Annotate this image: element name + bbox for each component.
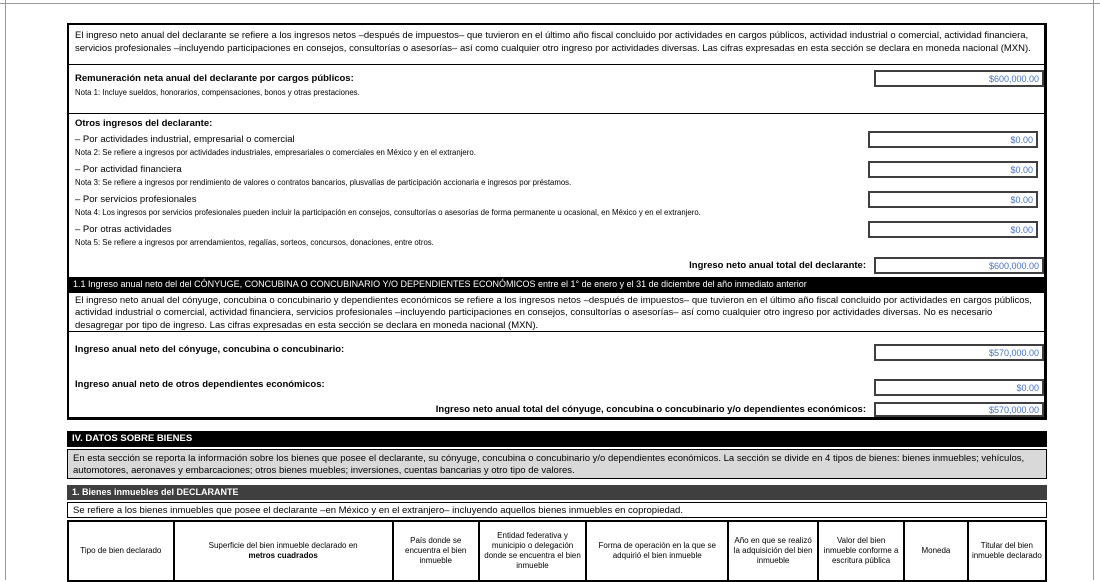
remuneration-label: Remuneración neta anual del declarante por cargos públicos: — [75, 73, 354, 84]
declaration-page — [67, 23, 1047, 582]
other-income-item-label: – Por servicios profesionales — [75, 194, 197, 205]
column-header-anio-adquisicion: Año en que se realizó la adquisición del bien inmueble — [728, 521, 818, 581]
column-header-titular: Titular del bien inmueble declarado — [968, 521, 1046, 581]
column-header-forma-de-operacion: Forma de operación en la que se adquirió el bien inmueble — [586, 521, 728, 581]
window-frame-top — [0, 3, 1100, 4]
other-income-item-note: Nota 3: Se refiere a ingresos por rendimiento de valores o contratos bancarios, plusvalías de participación accionaria e ingresos por préstamos. — [75, 178, 572, 187]
other-income-item-servicios — [75, 193, 1038, 223]
other-income-item-value-field[interactable]: $0.00 — [868, 131, 1038, 148]
assets-section-header: IV. DATOS SOBRE BIENES — [67, 431, 1047, 447]
column-header-superficie: Superficie del bien inmueble declarado en metros cuadrados — [174, 521, 393, 581]
other-income-block — [69, 114, 1044, 253]
dependents-income-value-field[interactable]: $0.00 — [874, 379, 1044, 396]
spouse-total-row — [69, 402, 1044, 417]
spouse-income-label: Ingreso anual neto del cónyuge, concubina o concubinario: — [75, 344, 345, 355]
spouse-total-label: Ingreso neto anual total del cónyuge, concubina o concubinario y/o dependientes económicos: — [435, 404, 866, 415]
column-header-pais: País donde se encuentra el bien inmueble — [393, 521, 479, 581]
column-header-tipo-de-bien: Tipo de bien declarado — [68, 521, 174, 581]
other-income-item-note: Nota 5: Se refiere a ingresos por arrendamientos, regalías, sorteos, concursos, donaciones, entre otros. — [75, 238, 434, 247]
other-income-item-financiera — [75, 163, 1038, 193]
other-income-item-label: – Por otras actividades — [75, 224, 172, 235]
income-intro-paragraph: El ingreso neto anual del declarante se refiere a los ingresos netos –después de impuestos– que tuvieron en el último año fiscal concluido por actividades en cargos públicos, actividad industrial o comercial, actividad financiera, servicios profesionales –incluyendo participaciones en consejos, consultorías o asesorías– así como cualquier otro ingreso por actividades diversas. Las cifras expresadas en esta sección se declara en moneda nacional (MXN). — [69, 25, 1044, 65]
dependents-income-label: Ingreso anual neto de otros dependientes económicos: — [75, 379, 325, 390]
real-estate-subsection-header: 1. Bienes inmuebles del DECLARANTE — [67, 485, 1047, 500]
income-total-label: Ingreso neto anual total del declarante: — [689, 259, 866, 271]
other-income-item-industrial — [75, 133, 1038, 163]
income-total-row — [69, 253, 1044, 277]
real-estate-description: Se refiere a los bienes inmuebles que posee el declarante –en México y en el extranjero– incluyendo aquellos bienes inmuebles en copropiedad. — [67, 502, 1047, 518]
other-income-item-note: Nota 2: Se refiere a ingresos por actividades industriales, empresariales o comerciales en México y en el extranjero. — [75, 148, 476, 157]
column-header-entidad-federativa: Entidad federativa y municipio o delegación donde se encuentra el bien inmueble — [479, 521, 587, 581]
dependents-income-row — [69, 369, 1044, 402]
other-income-item-value-field[interactable]: $0.00 — [868, 221, 1038, 238]
other-income-item-otras — [75, 223, 1038, 253]
assets-section — [67, 431, 1047, 582]
other-income-item-label: – Por actividad financiera — [75, 164, 182, 175]
window-frame-right — [1093, 0, 1094, 580]
assets-intro-paragraph: En esta sección se reporta la información sobre los bienes que posee el declarante, su cónyuge, concubina o concubinario y/o dependientes económicos. La sección se divide en 4 tipos de bienes: bienes inmuebles; vehículos, automotores, aeronaves y embarcaciones; otros bienes muebles; inversiones, cuentas bancarias y otro tipo de valores. — [67, 449, 1047, 479]
real-estate-table-header-row — [68, 521, 1046, 581]
other-income-item-note: Nota 4: Los ingresos por servicios profesionales pueden incluir la participación en consejos, consultorías o asesorías de forma permanente u ocasional, en México y en el extranjero. — [75, 208, 701, 217]
window-frame-left — [5, 0, 6, 580]
income-total-value-field[interactable]: $600,000.00 — [874, 257, 1044, 274]
other-income-item-value-field[interactable]: $0.00 — [868, 161, 1038, 178]
remuneration-value-field[interactable]: $600,000.00 — [874, 70, 1044, 87]
column-header-valor: Valor del bien inmueble conforme a escritura pública — [818, 521, 904, 581]
other-income-header: Otros ingresos del declarante: — [75, 118, 213, 129]
column-header-moneda: Moneda — [904, 521, 968, 581]
other-income-item-value-field[interactable]: $0.00 — [868, 191, 1038, 208]
spouse-section-header: 1.1 Ingreso anual neto del del CÓNYUGE, CONCUBINA O CONCUBINARIO Y/O DEPENDIENTES ECONÓMICOS entre el 1° de enero y el 31 de diciembre del año inmediato anterior — [69, 277, 1044, 293]
remuneration-row — [69, 65, 1044, 114]
income-section — [67, 23, 1047, 420]
spouse-income-row — [69, 332, 1044, 369]
spouse-total-value-field[interactable]: $570,000.00 — [874, 402, 1044, 417]
spouse-income-value-field[interactable]: $570,000.00 — [874, 344, 1044, 361]
spouse-intro-paragraph: El ingreso neto anual del cónyuge, concubina o concubinario y dependientes económicos se refiere a los ingresos netos –después de impuestos– que tuvieron en el último año fiscal concluido por actividades en cargos públicos, actividad industrial o comercial, actividad financiera, servicios profesionales –incluyendo participaciones en consejos, consultorías o asesorías– así como cualquier otro ingreso por actividades diversas. No es necesario desagregar por tipo de ingreso. Las cifras expresadas en esta sección se declara en moneda nacional (MXN). — [69, 293, 1044, 332]
remuneration-note: Nota 1: Incluye sueldos, honorarios, compensaciones, bonos y otras prestaciones. — [75, 88, 360, 97]
other-income-item-label: – Por actividades industrial, empresarial o comercial — [75, 134, 295, 145]
real-estate-table — [67, 520, 1047, 582]
